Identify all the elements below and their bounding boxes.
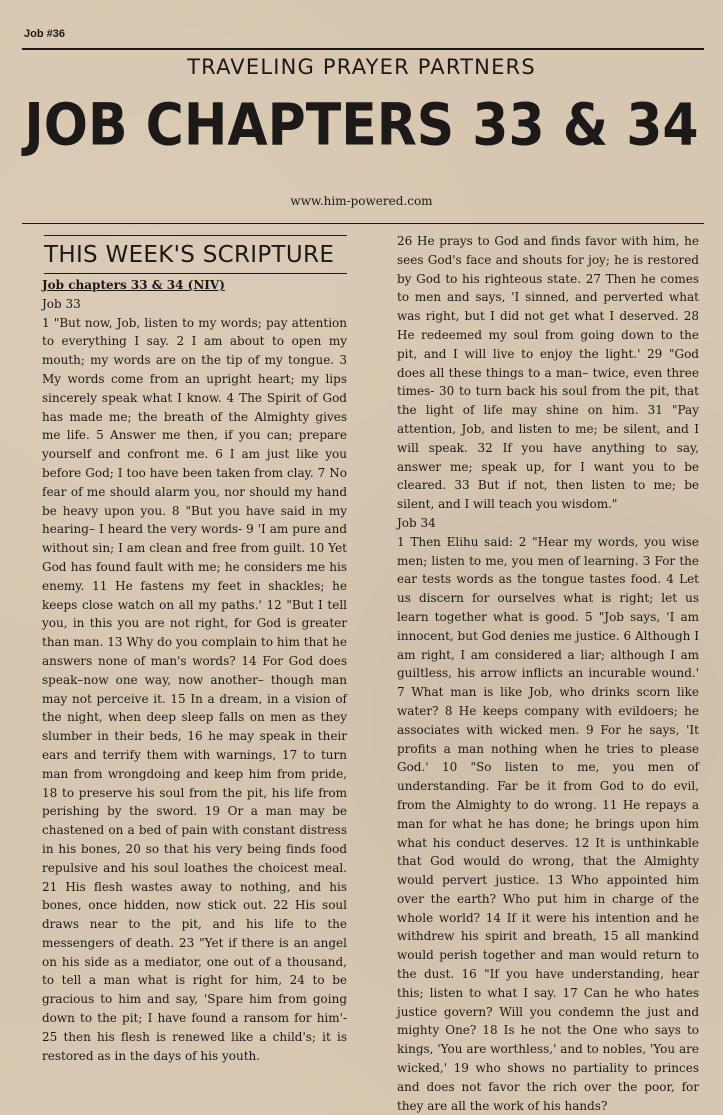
chapter-33-label: Job 33 [42,296,81,311]
page-title: JOB CHAPTERS 33 & 34 [24,92,699,160]
section-heading: THIS WEEK'S SCRIPTURE [44,242,335,268]
website-link[interactable]: www.him-powered.com [290,194,433,208]
scripture-column-right [397,232,699,1115]
chapter-33-text: 1 "But now, Job, listen to my words; pay attention to everything I say. 2 I am about to open my mouth; my words are on the tip of my tongue. 3 My words come from an upright heart; my lips sincerely speak what I know. 4 The Spirit of God has made me; the breath of the Almighty gives me life. 5 Answer me then, if you can; prepare yourself and confront me. 6 I am just like you before God; I too have been taken from clay. 7 No fear of me should alarm you, nor should my hand be heavy upon you. 8 "But you have said in my hearing– I heard the very words- 9 'I am pure and without sin; I am clean and free from guilt. 10 Yet God has found fault with me; he considers me his enemy. 11 He fastens my feet in shackles; he keeps close watch on all my paths.' 12 "But I tell you, in this you are not right, for God is greater than man. 13 Why do you complain to him that he answers none of man's words? 14 For God does speak–now one way, now another– though man may not perceive it. 15 In a dream, in a vision of the night, when deep sleep falls on men as they slumber in their beds, 16 he may speak in their ears and terrify them with warnings, 17 to turn man from wrongdoing and keep him from pride, 18 to preserve his soul from the pit, his life from perishing by the sword. 19 Or a man may be chastened on a bed of pain with constant distress in his bones, 20 so that his very being finds food repulsive and his soul loathes the choicest meal. 21 His flesh wastes away to nothing, and his bones, once hidden, now stick out. 22 His soul draws near to the pit, and his life to the messengers of death. 23 "Yet if there is an angel on his side as a mediator, one out of a thousand, to tell a man what is right for him, 24 to be gracious to him and say, 'Spare him from going down to the pit; I have found a ransom for him'- 25 then his flesh is renewed like a child's; it is restored as in the days of his youth. [42,315,347,1063]
header-divider [22,223,704,224]
scripture-column-left [42,276,347,1065]
chapter-34-text: 1 Then Elihu said: 2 "Hear my words, you wise men; listen to me, you men of learning. 3 For the ear tests words as the tongue tastes food. 4 Let us discern for ourselves what is right; let us learn together what is good. 5 "Job says, 'I am innocent, but God denies me justice. 6 Although I am right, I am considered a liar; although I am guiltless, his arrow inflicts an incurable wound.' 7 What man is like Job, who drinks scorn like water? 8 He keeps company with evildoers; he associates with wicked men. 9 For he says, 'It profits a man nothing when he tries to please God.' 10 "So listen to me, you men of understanding. Far be it from God to do evil, from the Almighty to do wrong. 11 He repays a man for what he has done; he brings upon him what his conduct deserves. 12 It is unthinkable that God would do wrong, that the Almighty would pervert justice. 13 Who appointed him over the earth? Who put him in charge of the whole world? 14 If it were his intention and he withdrew his spirit and breath, 15 all mankind would perish together and man would return to the dust. 16 "If you have understanding, hear this; listen to what I say. 17 Can he who hates justice govern? Will you condemn the just and mighty One? 18 Is he not the One who says to kings, 'You are worthless,' and to nobles, 'You are wicked,' 19 who shows no partiality to princes and does not favor the rich over the poor, for they are all the work of his hands? [397,534,699,1113]
chapter-34-label: Job 34 [397,515,436,530]
section-top-rule [44,235,347,236]
chapter-33-continued-text: 26 He prays to God and finds favor with him, he sees God's face and shouts for joy; he is restored by God to his righteous state. 27 Then he comes to men and says, 'I sinned, and perverted what was right, but I did not get what I deserved. 28 He redeemed my soul from going down to the pit, and I will live to enjoy the light.' 29 "God does all these things to a man– twice, even three times- 30 to turn back his soul from the pit, that the light of life may shine on him. 31 "Pay attention, Job, and listen to me; be silent, and I will speak. 32 If you have anything to say, answer me; speak up, for I want you to be cleared. 33 But if not, then listen to me; be silent, and I will teach you wisdom." [397,234,699,512]
top-rule [22,48,704,50]
series-title: TRAVELING PRAYER PARTNERS [187,55,536,79]
issue-number: Job #36 [24,28,65,40]
scripture-subheading: Job chapters 33 & 34 (NIV) [42,278,225,292]
section-bottom-rule [44,273,347,274]
